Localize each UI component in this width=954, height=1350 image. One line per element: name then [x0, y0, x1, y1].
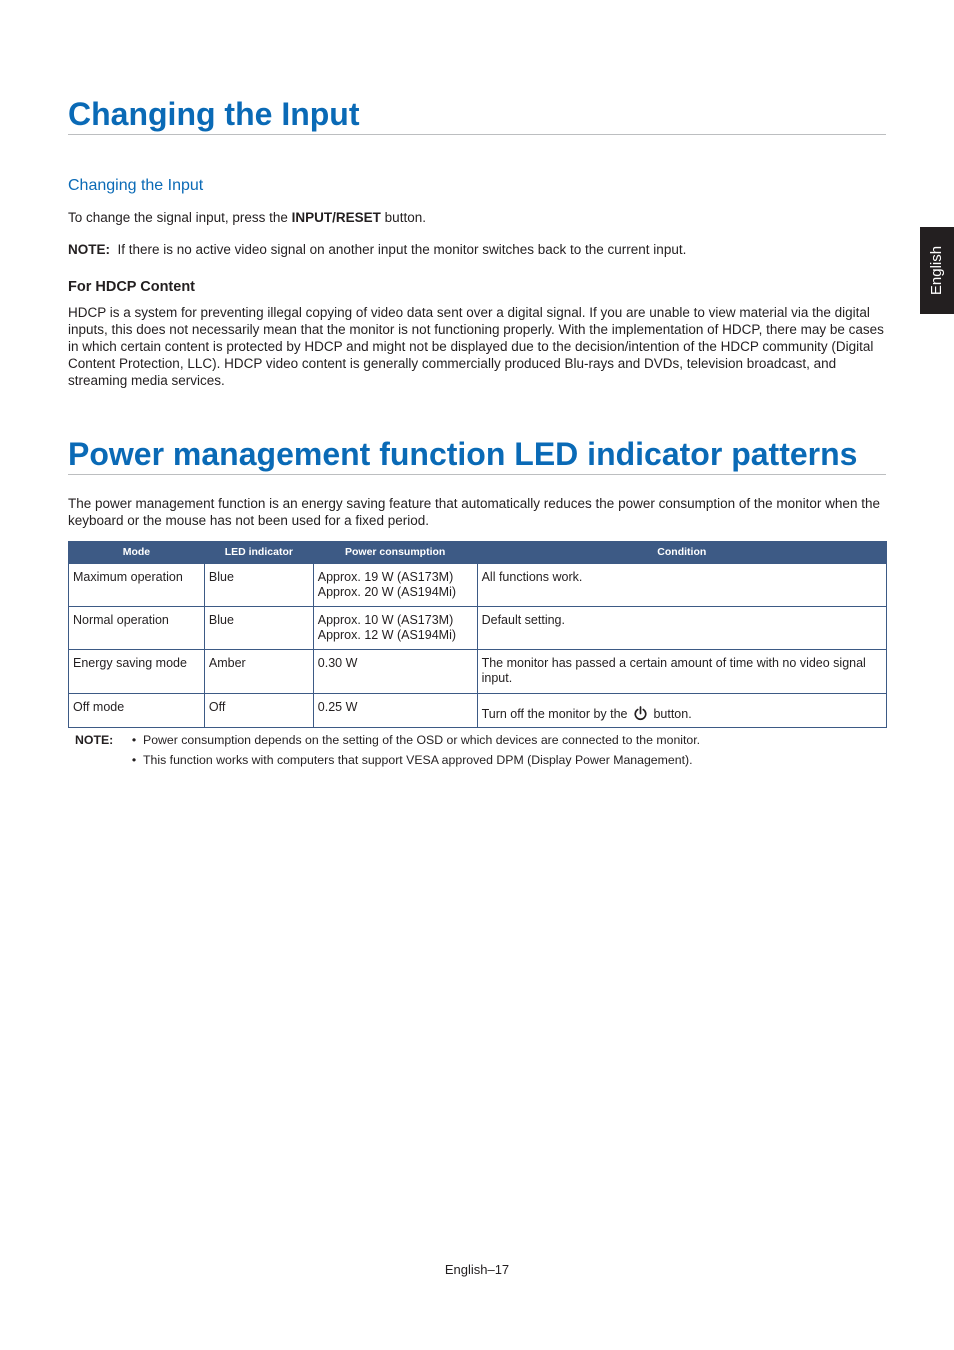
power-line: Approx. 12 W (AS194Mi) — [317, 628, 457, 642]
header-mode: Mode — [69, 542, 205, 564]
bullet-icon: • — [131, 753, 137, 767]
hdcp-paragraph: HDCP is a system for preventing illegal copying of video data sent over a digital signal. If you are unable to view material via the digital inputs, this does not necessarily mean that the monitor is not functioning properly. With the implementation of HDCP, there may be cases in which certain content is protected by HDCP and might not be displayed due to the decision/intention of the HDCP community (Digital Content Protection, LLC). HDCP video content is generally commercially produced Blu-rays and DVDs, television broadcast, and streaming media services. — [68, 305, 884, 388]
power-line: Approx. 20 W (AS194Mi) — [317, 585, 457, 599]
subsection-title: Changing the Input — [68, 177, 204, 194]
cell-condition: The monitor has passed a certain amount of time with no video signal input. — [477, 650, 886, 694]
cell-led: Blue — [204, 564, 313, 607]
note-row — [75, 730, 700, 750]
cell-power — [313, 564, 477, 607]
header-led: LED indicator — [204, 542, 313, 564]
table-row — [69, 650, 887, 694]
note-item: Power consumption depends on the setting of the OSD or which devices are connected to the monitor. — [143, 733, 701, 747]
note-label: NOTE: — [68, 242, 110, 257]
table-row — [69, 564, 887, 607]
section-title-power-management: Power management function LED indicator patterns — [68, 438, 886, 475]
condition-text-end: button. — [649, 707, 692, 721]
note-item: This function works with computers that support VESA approved DPM (Display Power Management). — [143, 753, 693, 767]
language-tab — [920, 227, 954, 314]
table-row — [69, 694, 887, 728]
cell-mode: Off mode — [69, 694, 205, 728]
language-tab-label: English — [928, 245, 946, 296]
power-notes — [75, 730, 700, 770]
condition-text: Turn off the monitor by the — [481, 707, 631, 721]
cell-power: 0.30 W — [313, 650, 477, 694]
power-line: Approx. 10 W (AS173M) — [317, 613, 454, 627]
header-condition: Condition — [477, 542, 886, 564]
page-number: English–17 — [444, 1262, 510, 1277]
power-icon — [633, 706, 648, 721]
cell-led: Blue — [204, 607, 313, 650]
instruction-text-end: button. — [380, 210, 426, 225]
cell-led: Amber — [204, 650, 313, 694]
cell-condition: All functions work. — [477, 564, 886, 607]
input-reset-label: INPUT/RESET — [291, 210, 381, 225]
cell-mode: Normal operation — [69, 607, 205, 650]
table-row — [69, 607, 887, 650]
cell-condition — [477, 694, 886, 728]
cell-mode: Energy saving mode — [69, 650, 205, 694]
header-power: Power consumption — [313, 542, 477, 564]
cell-condition: Default setting. — [477, 607, 886, 650]
table-header-row — [69, 542, 887, 564]
cell-led: Off — [204, 694, 313, 728]
note-row — [75, 750, 700, 770]
cell-power — [313, 607, 477, 650]
note-text: If there is no active video signal on another input the monitor switches back to the current input. — [117, 242, 687, 257]
power-intro: The power management function is an energy saving feature that automatically reduces the power consumption of the monitor when the keyboard or the mouse has not been used for a fixed period. — [68, 496, 880, 528]
instruction-text: To change the signal input, press the — [68, 210, 292, 225]
input-instruction — [68, 209, 886, 226]
notes-label: NOTE: — [75, 733, 114, 747]
cell-mode: Maximum operation — [69, 564, 205, 607]
note-paragraph — [68, 241, 886, 258]
power-line: Approx. 19 W (AS173M) — [317, 570, 454, 584]
cell-power: 0.25 W — [313, 694, 477, 728]
hdcp-heading: For HDCP Content — [68, 279, 196, 295]
power-management-table — [68, 541, 887, 728]
section-title-changing-input: Changing the Input — [68, 98, 886, 135]
bullet-icon: • — [131, 733, 137, 747]
